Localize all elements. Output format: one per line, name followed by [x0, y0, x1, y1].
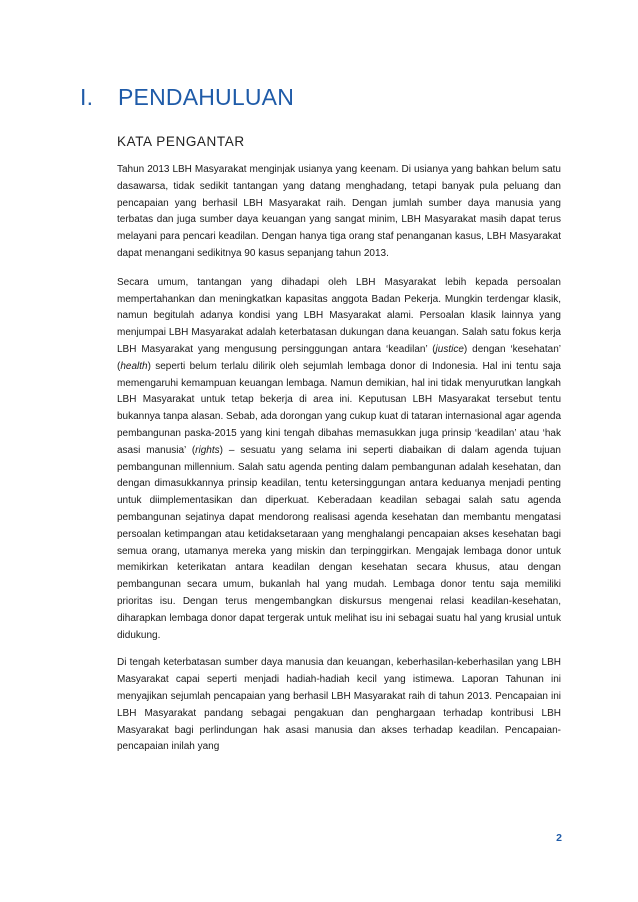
body-text	[117, 162, 561, 767]
chapter-heading	[80, 82, 294, 112]
italic-term: health	[120, 360, 148, 372]
chapter-title: PENDAHULUAN	[118, 84, 295, 110]
italic-term: justice	[435, 343, 464, 355]
paragraph-3	[117, 655, 561, 756]
text-run: ) seperti belum terlalu dilirik oleh sejumlah lembaga donor di Indonesia. Hal ini tentu saja memengaruhi kemampuan keuangan lembaga. Namun demikian, hal ini tidak menyurutkan langkah LBH Masyarakat untuk tetap bekerja di area ini. Keputusan LBH Masyarakat tersebut tentu bukannya tanpa alasan. Sebab, ada dorongan yang cukup kuat di tataran internasional agar agenda pembangunan paska-2015 yang kini tengah dibahas memasukkan juga prinsip ‘keadilan’ atau ‘hak asasi manusia’ (	[117, 360, 561, 456]
paragraph-1	[117, 162, 561, 263]
chapter-number: I.	[80, 84, 94, 110]
text-run: Tahun 2013 LBH Masyarakat menginjak usianya yang keenam. Di usianya yang bahkan belum satu dasawarsa, tidak sedikit tantangan yang datang menghadang, tetapi banyak pula peluang dan pencapaian yang berhasil LBH Masyarakat raih. Dengan jumlah sumber daya manusia yang terbatas dan juga sumber daya keuangan yang sangat minim, LBH Masyarakat masih dapat terus melayani para pencari keadilan. Dengan hanya tiga orang staf penanganan kasus, LBH Masyarakat dapat menangani sedikitnya 90 kasus sepanjang tahun 2013.	[117, 164, 561, 259]
text-run: Di tengah keterbatasan sumber daya manusia dan keuangan, keberhasilan-keberhasilan yang LBH Masyarakat capai seperti menjadi hadiah-hadiah kecil yang istimewa. Laporan Tahunan ini menyajikan sejumlah pencapaian yang berhasil LBH Masyarakat raih di tahun 2013. Pencapaian ini LBH Masyarakat pandang sebagai pengakuan dan penghargaan terhadap kontribusi LBH Masyarakat bagi perlindungan hak asasi manusia dan akses terhadap keadilan. Pencapaian-pencapaian inilah yang	[117, 657, 561, 753]
section-title: KATA PENGANTAR	[117, 134, 245, 149]
text-run: Secara umum, tantangan yang dihadapi oleh LBH Masyarakat lebih kepada persoalan mempertahankan dan meningkatkan kapasitas anggota Badan Pekerja. Mungkin terdengar klasik, namun begitulah adanya kondisi yang LBH Masyarakat alami. Persoalan klasik lainnya yang menjumpai LBH Masyarakat adalah keterbatasan dukungan dana keuangan. Salah satu fokus kerja LBH Masyarakat yang mengusung persinggungan antara ‘keadilan’ (	[117, 276, 561, 355]
text-run: ) dengan ‘kesehatan’ (	[117, 343, 561, 372]
paragraph-2	[117, 275, 561, 645]
italic-term: rights	[195, 444, 220, 456]
page-number: 2	[556, 832, 562, 844]
text-run: ) – sesuatu yang selama ini seperti diabaikan di dalam agenda tujuan pembangunan millennium. Salah satu agenda penting dalam pembangunan adalah kesehatan, dan dengan dimasukkannya prinsip keadilan, tentu ketersinggungan antara keduanya menjadi penting untuk diimplementasikan dan diperkuat. Keberadaan keadilan sebagai salah satu agenda pembangunan sejatinya dapat mendorong realisasi agenda kesehatan dan membantu mengatasi persoalan ketimpangan atau ketidaksetaraan yang menghalangi pencapaian akses kesehatan bagi semua orang, utamanya mereka yang miskin dan terpinggirkan. Mengajak lembaga donor untuk memikirkan keterikatan antara keadilan dengan kesehatan secara khusus, atau dengan pembangunan secara umum, bukanlah hal yang mudah. Lembaga donor tentu saja memiliki prioritas isu. Dengan terus mengembangkan diskursus mengenai relasi keadilan-kesehatan, diharapkan lembaga donor dapat tergerak untuk melihat isu ini sebagai suatu hal yang krusial untuk didukung.	[117, 444, 561, 641]
